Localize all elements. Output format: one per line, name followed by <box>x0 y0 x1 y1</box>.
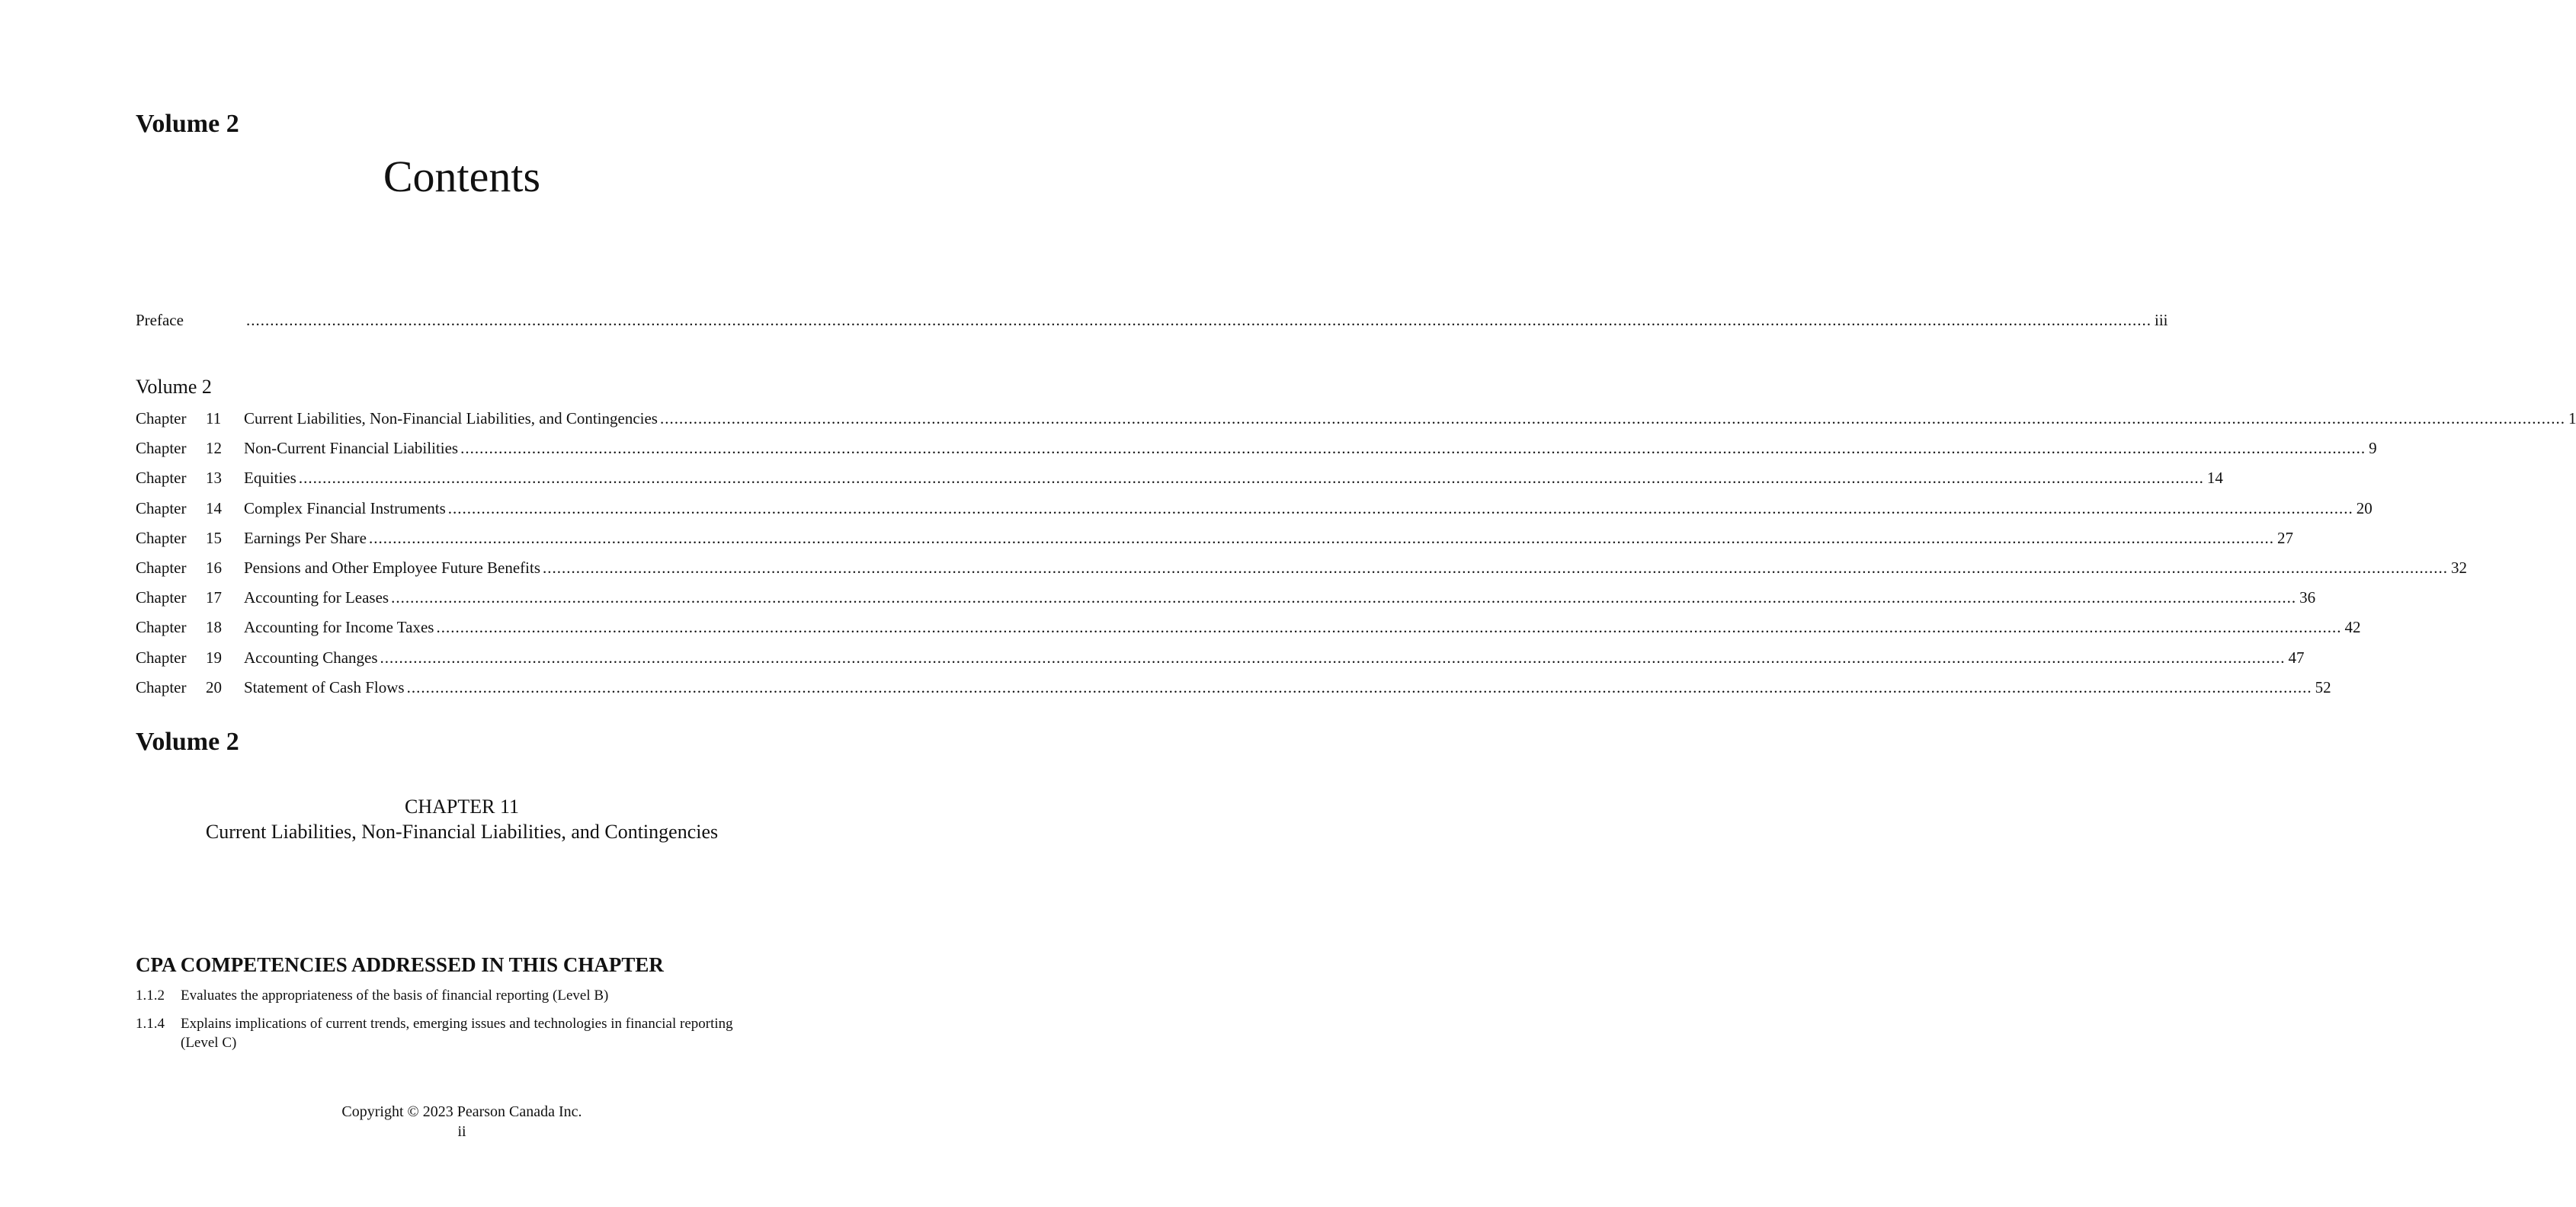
toc-entry-title: Complex Financial Instruments <box>244 499 446 517</box>
dot-leader: ................................................................................................................................................................................................................................................................................................................................................................................................................ <box>368 529 2274 547</box>
dot-leader: ................................................................................................................................................................................................................................................................................................................................................................................................................ <box>246 311 2151 329</box>
dot-leader: ................................................................................................................................................................................................................................................................................................................................................................................................................ <box>298 469 2204 487</box>
toc-entry-preface[interactable] <box>136 308 2168 332</box>
toc-entry-chapter-16[interactable] <box>136 555 2468 580</box>
dot-leader: ................................................................................................................................................................................................................................................................................................................................................................................................................ <box>659 409 2565 427</box>
competency-code: 1.1.4 <box>136 1016 165 1032</box>
toc-chapter-number: 15 <box>206 529 222 547</box>
toc-leader <box>244 526 2293 550</box>
toc-chapter-number: 17 <box>206 588 222 607</box>
toc-leader <box>244 496 2373 520</box>
volume-heading: Volume 2 <box>136 110 239 138</box>
toc-chapter-number: 18 <box>206 618 222 636</box>
toc-leader <box>244 585 2316 610</box>
toc-chapter-word: Chapter <box>136 559 187 577</box>
toc-chapter-number: 16 <box>206 559 222 577</box>
toc-chapter-word: Chapter <box>136 439 187 457</box>
dot-leader: ................................................................................................................................................................................................................................................................................................................................................................................................................ <box>543 559 2449 577</box>
toc-entry-page: 1 <box>2568 409 2576 427</box>
toc-chapter-number: 12 <box>206 439 222 457</box>
toc-chapter-word: Chapter <box>136 678 187 696</box>
toc-leader <box>244 466 2223 490</box>
toc-entry-title: Current Liabilities, Non-Financial Liabilities, and Contingencies <box>244 409 658 427</box>
competencies-heading: CPA COMPETENCIES ADDRESSED IN THIS CHAPTER <box>136 953 664 976</box>
dot-leader: ................................................................................................................................................................................................................................................................................................................................................................................................................ <box>447 499 2353 517</box>
toc-leader <box>244 675 2331 700</box>
toc-entry-chapter-14[interactable] <box>136 496 2373 520</box>
toc-chapter-word: Chapter <box>136 469 187 487</box>
chapter-title: Current Liabilities, Non-Financial Liabilities, and Contingencies <box>205 821 719 843</box>
section-volume-heading: Volume 2 <box>136 728 239 756</box>
toc-entry-title: Pensions and Other Employee Future Benefits <box>244 559 541 577</box>
toc-chapter-number: 13 <box>206 469 222 487</box>
toc-chapter-word: Chapter <box>136 648 187 667</box>
toc-leader <box>244 645 2305 670</box>
dot-leader: ................................................................................................................................................................................................................................................................................................................................................................................................................ <box>436 618 2342 636</box>
dot-leader: ................................................................................................................................................................................................................................................................................................................................................................................................................ <box>380 648 2286 667</box>
toc-leader <box>244 406 2576 431</box>
toc-entry-page: 52 <box>2315 678 2331 696</box>
toc-entry-title: Accounting for Leases <box>244 588 389 607</box>
toc-entry-page: 27 <box>2276 529 2293 547</box>
toc-entry-page: 36 <box>2299 588 2316 607</box>
toc-volume-label: Volume 2 <box>136 376 212 398</box>
toc-entry-chapter-11[interactable] <box>136 406 2576 431</box>
dot-leader: ................................................................................................................................................................................................................................................................................................................................................................................................................ <box>391 588 2297 607</box>
dot-leader: ................................................................................................................................................................................................................................................................................................................................................................................................................ <box>460 439 2366 457</box>
toc-entry-title: Equities <box>244 469 296 487</box>
competency-text: Evaluates the appropriateness of the basis of financial reporting (Level B) <box>181 988 609 1004</box>
toc-entry-chapter-12[interactable] <box>136 436 2377 460</box>
page-title: Contents <box>383 152 541 201</box>
toc-entry-page: 9 <box>2369 439 2377 457</box>
toc-entry-chapter-20[interactable] <box>136 675 2331 700</box>
toc-leader <box>244 436 2377 460</box>
toc-leader <box>244 555 2468 580</box>
toc-entry-chapter-17[interactable] <box>136 585 2316 610</box>
toc-entry-page: 14 <box>2206 469 2223 487</box>
toc-entry-title: Statement of Cash Flows <box>244 678 405 696</box>
toc-entry-title: Preface <box>136 311 184 329</box>
toc-entry-page: 42 <box>2344 618 2361 636</box>
toc-entry-chapter-13[interactable] <box>136 466 2223 490</box>
toc-chapter-word: Chapter <box>136 409 187 427</box>
toc-entry-title: Accounting Changes <box>244 648 378 667</box>
toc-entry-page: iii <box>2155 311 2168 329</box>
toc-entry-page: 47 <box>2288 648 2305 667</box>
toc-entry-chapter-18[interactable] <box>136 615 2361 639</box>
toc-leader <box>244 308 2168 332</box>
toc-entry-chapter-19[interactable] <box>136 645 2305 670</box>
toc-chapter-number: 20 <box>206 678 222 696</box>
toc-leader <box>244 615 2361 639</box>
footer-page-number: ii <box>457 1123 466 1140</box>
toc-entry-page: 20 <box>2356 499 2373 517</box>
toc-entry-title: Accounting for Income Taxes <box>244 618 434 636</box>
toc-entry-title: Non-Current Financial Liabilities <box>244 439 459 457</box>
toc-entry-title: Earnings Per Share <box>244 529 367 547</box>
competency-code: 1.1.2 <box>136 988 165 1004</box>
footer-copyright: Copyright © 2023 Pearson Canada Inc. <box>341 1103 582 1120</box>
toc-chapter-word: Chapter <box>136 529 187 547</box>
dot-leader: ................................................................................................................................................................................................................................................................................................................................................................................................................ <box>406 678 2312 696</box>
toc-chapter-number: 14 <box>206 499 222 517</box>
toc-chapter-word: Chapter <box>136 618 187 636</box>
competency-text: Explains implications of current trends, emerging issues and technologies in financial reporting (Level C) <box>181 1016 733 1051</box>
toc-chapter-number: 11 <box>206 409 222 427</box>
toc-chapter-number: 19 <box>206 648 222 667</box>
chapter-label: CHAPTER 11 <box>405 796 519 818</box>
toc-chapter-word: Chapter <box>136 499 187 517</box>
toc-chapter-word: Chapter <box>136 588 187 607</box>
toc-entry-page: 32 <box>2451 559 2468 577</box>
toc-entry-chapter-15[interactable] <box>136 526 2293 550</box>
